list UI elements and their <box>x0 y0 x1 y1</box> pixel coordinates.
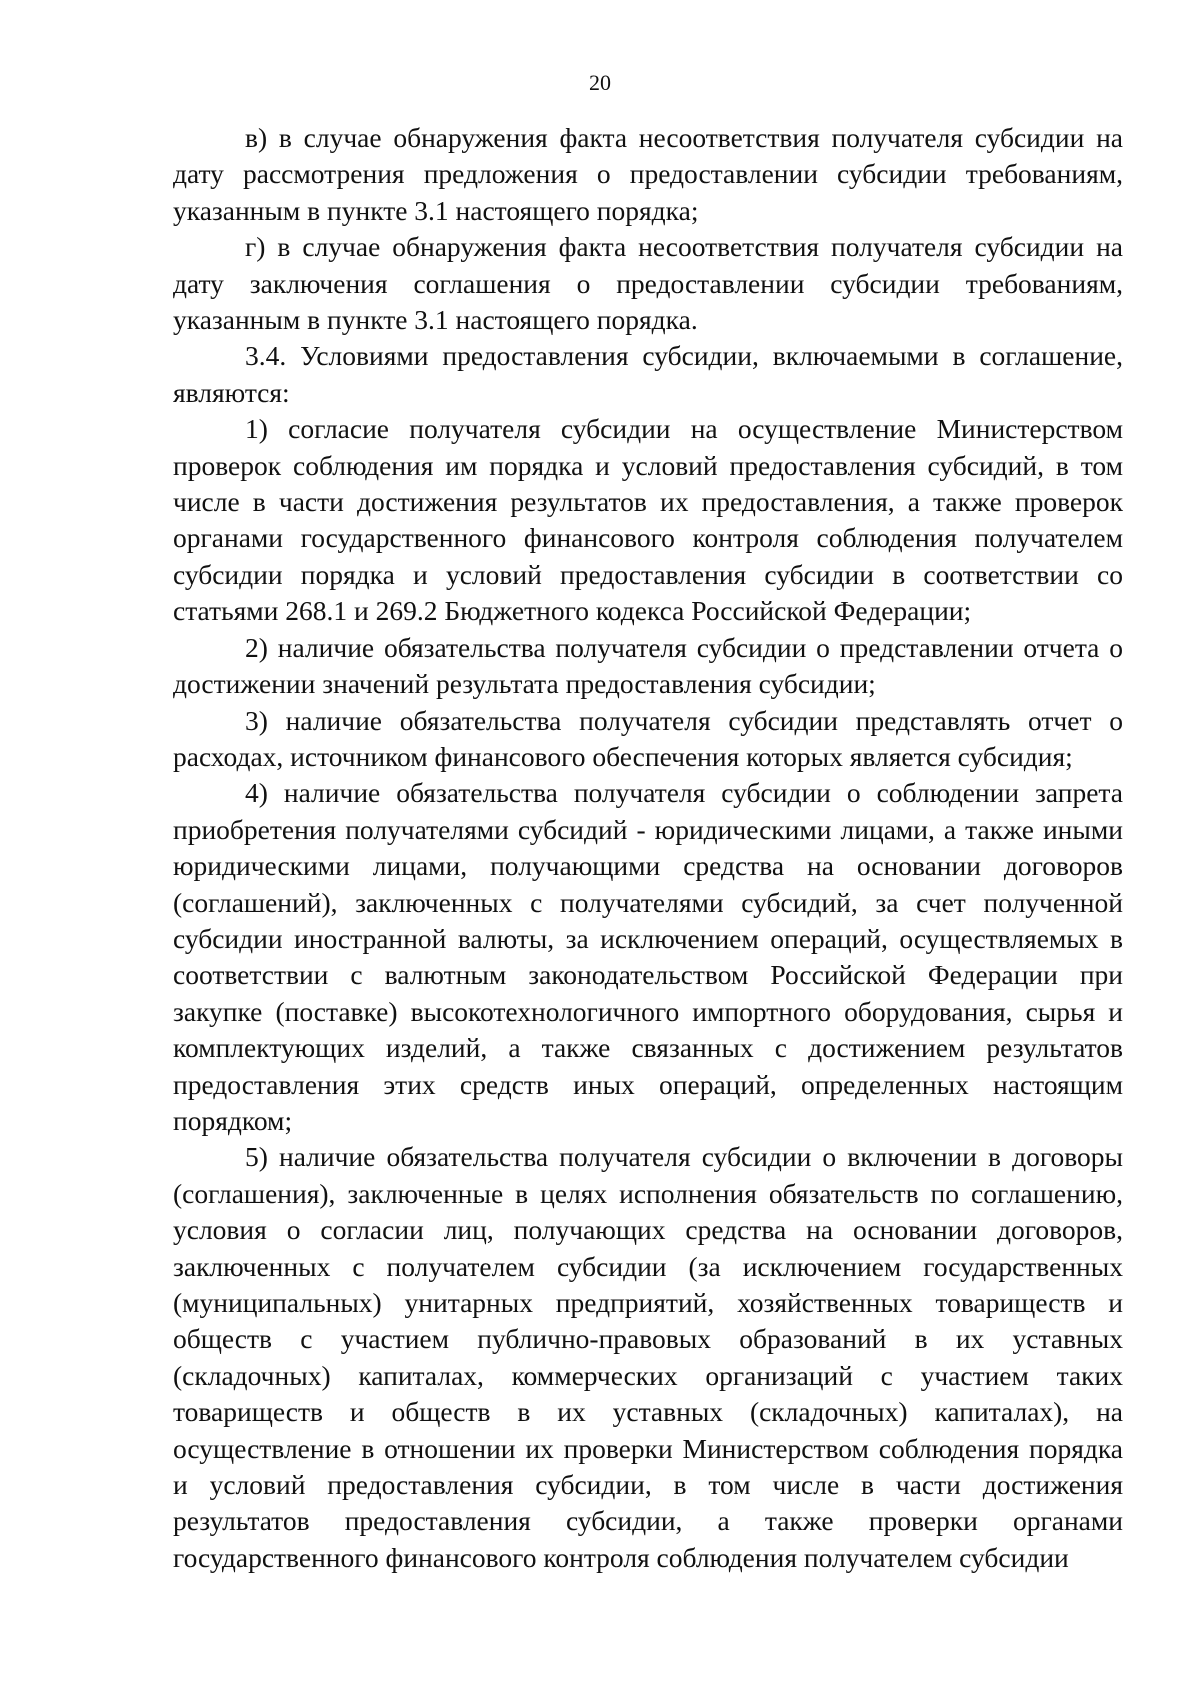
paragraph-item-1: 1) согласие получателя субсидии на осуществление Министерством проверок соблюдения им порядка и условий предоставления субсидий, в том числе в части достижения результатов их предоставления, а также проверок органами государственного финансового контроля соблюдения получателем субсидии порядка и условий предоставления субсидии в соответствии со статьями 268.1 и 269.2 Бюджетного кодекса Российской Федерации; <box>173 413 1123 627</box>
document-body <box>173 120 1123 1576</box>
paragraph-g: г) в случае обнаружения факта несоответствия получателя субсидии на дату заключения соглашения о предоставлении субсидии требованиям, указанным в пункте 3.1 настоящего порядка. <box>173 231 1123 336</box>
paragraph-item-4: 4) наличие обязательства получателя субсидии о соблюдении запрета приобретения получателями субсидий - юридическими лицами, а также иными юридическими лицами, получающими средства на основании договоров (соглашений), заключенных с получателями субсидий, за счет полученной субсидии иностранной валюты, за исключением операций, осуществляемых в соответствии с валютным законодательством Российской Федерации при закупке (поставке) высокотехнологичного импортного оборудования, сырья и комплектующих изделий, а также связанных с достижением результатов предоставления этих средств иных операций, определенных настоящим порядком; <box>173 777 1123 1136</box>
paragraph-item-2: 2) наличие обязательства получателя субсидии о представлении отчета о достижении значений результата предоставления субсидии; <box>173 631 1123 700</box>
page-number: 20 <box>589 70 611 95</box>
paragraph-item-5: 5) наличие обязательства получателя субсидии о включении в договоры (соглашения), заключенные в целях исполнения обязательств по соглашению, условия о согласии лиц, получающих средства на основании договоров, заключенных с получателем субсидии (за исключением государственных (муниципальных) унитарных предприятий, хозяйственных товариществ и обществ с участием публично-правовых образований в их уставных (складочных) капиталах, коммерческих организаций с участием таких товариществ и обществ в их уставных (складочных) капиталах), на осуществление в отношении их проверки Министерством соблюдения порядка и условий предоставления субсидии, в том числе в части достижения результатов предоставления субсидии, а также проверки органами государственного финансового контроля соблюдения получателем субсидии <box>173 1141 1123 1573</box>
paragraph-v: в) в случае обнаружения факта несоответствия получателя субсидии на дату рассмотрения предложения о предоставлении субсидии требованиям, указанным в пункте 3.1 настоящего порядка; <box>173 122 1123 226</box>
paragraph-3-4: 3.4. Условиями предоставления субсидии, включаемыми в соглашение, являются: <box>173 340 1123 408</box>
paragraph-item-3: 3) наличие обязательства получателя субсидии представлять отчет о расходах, источником финансового обеспечения которых является субсидия; <box>173 704 1123 772</box>
